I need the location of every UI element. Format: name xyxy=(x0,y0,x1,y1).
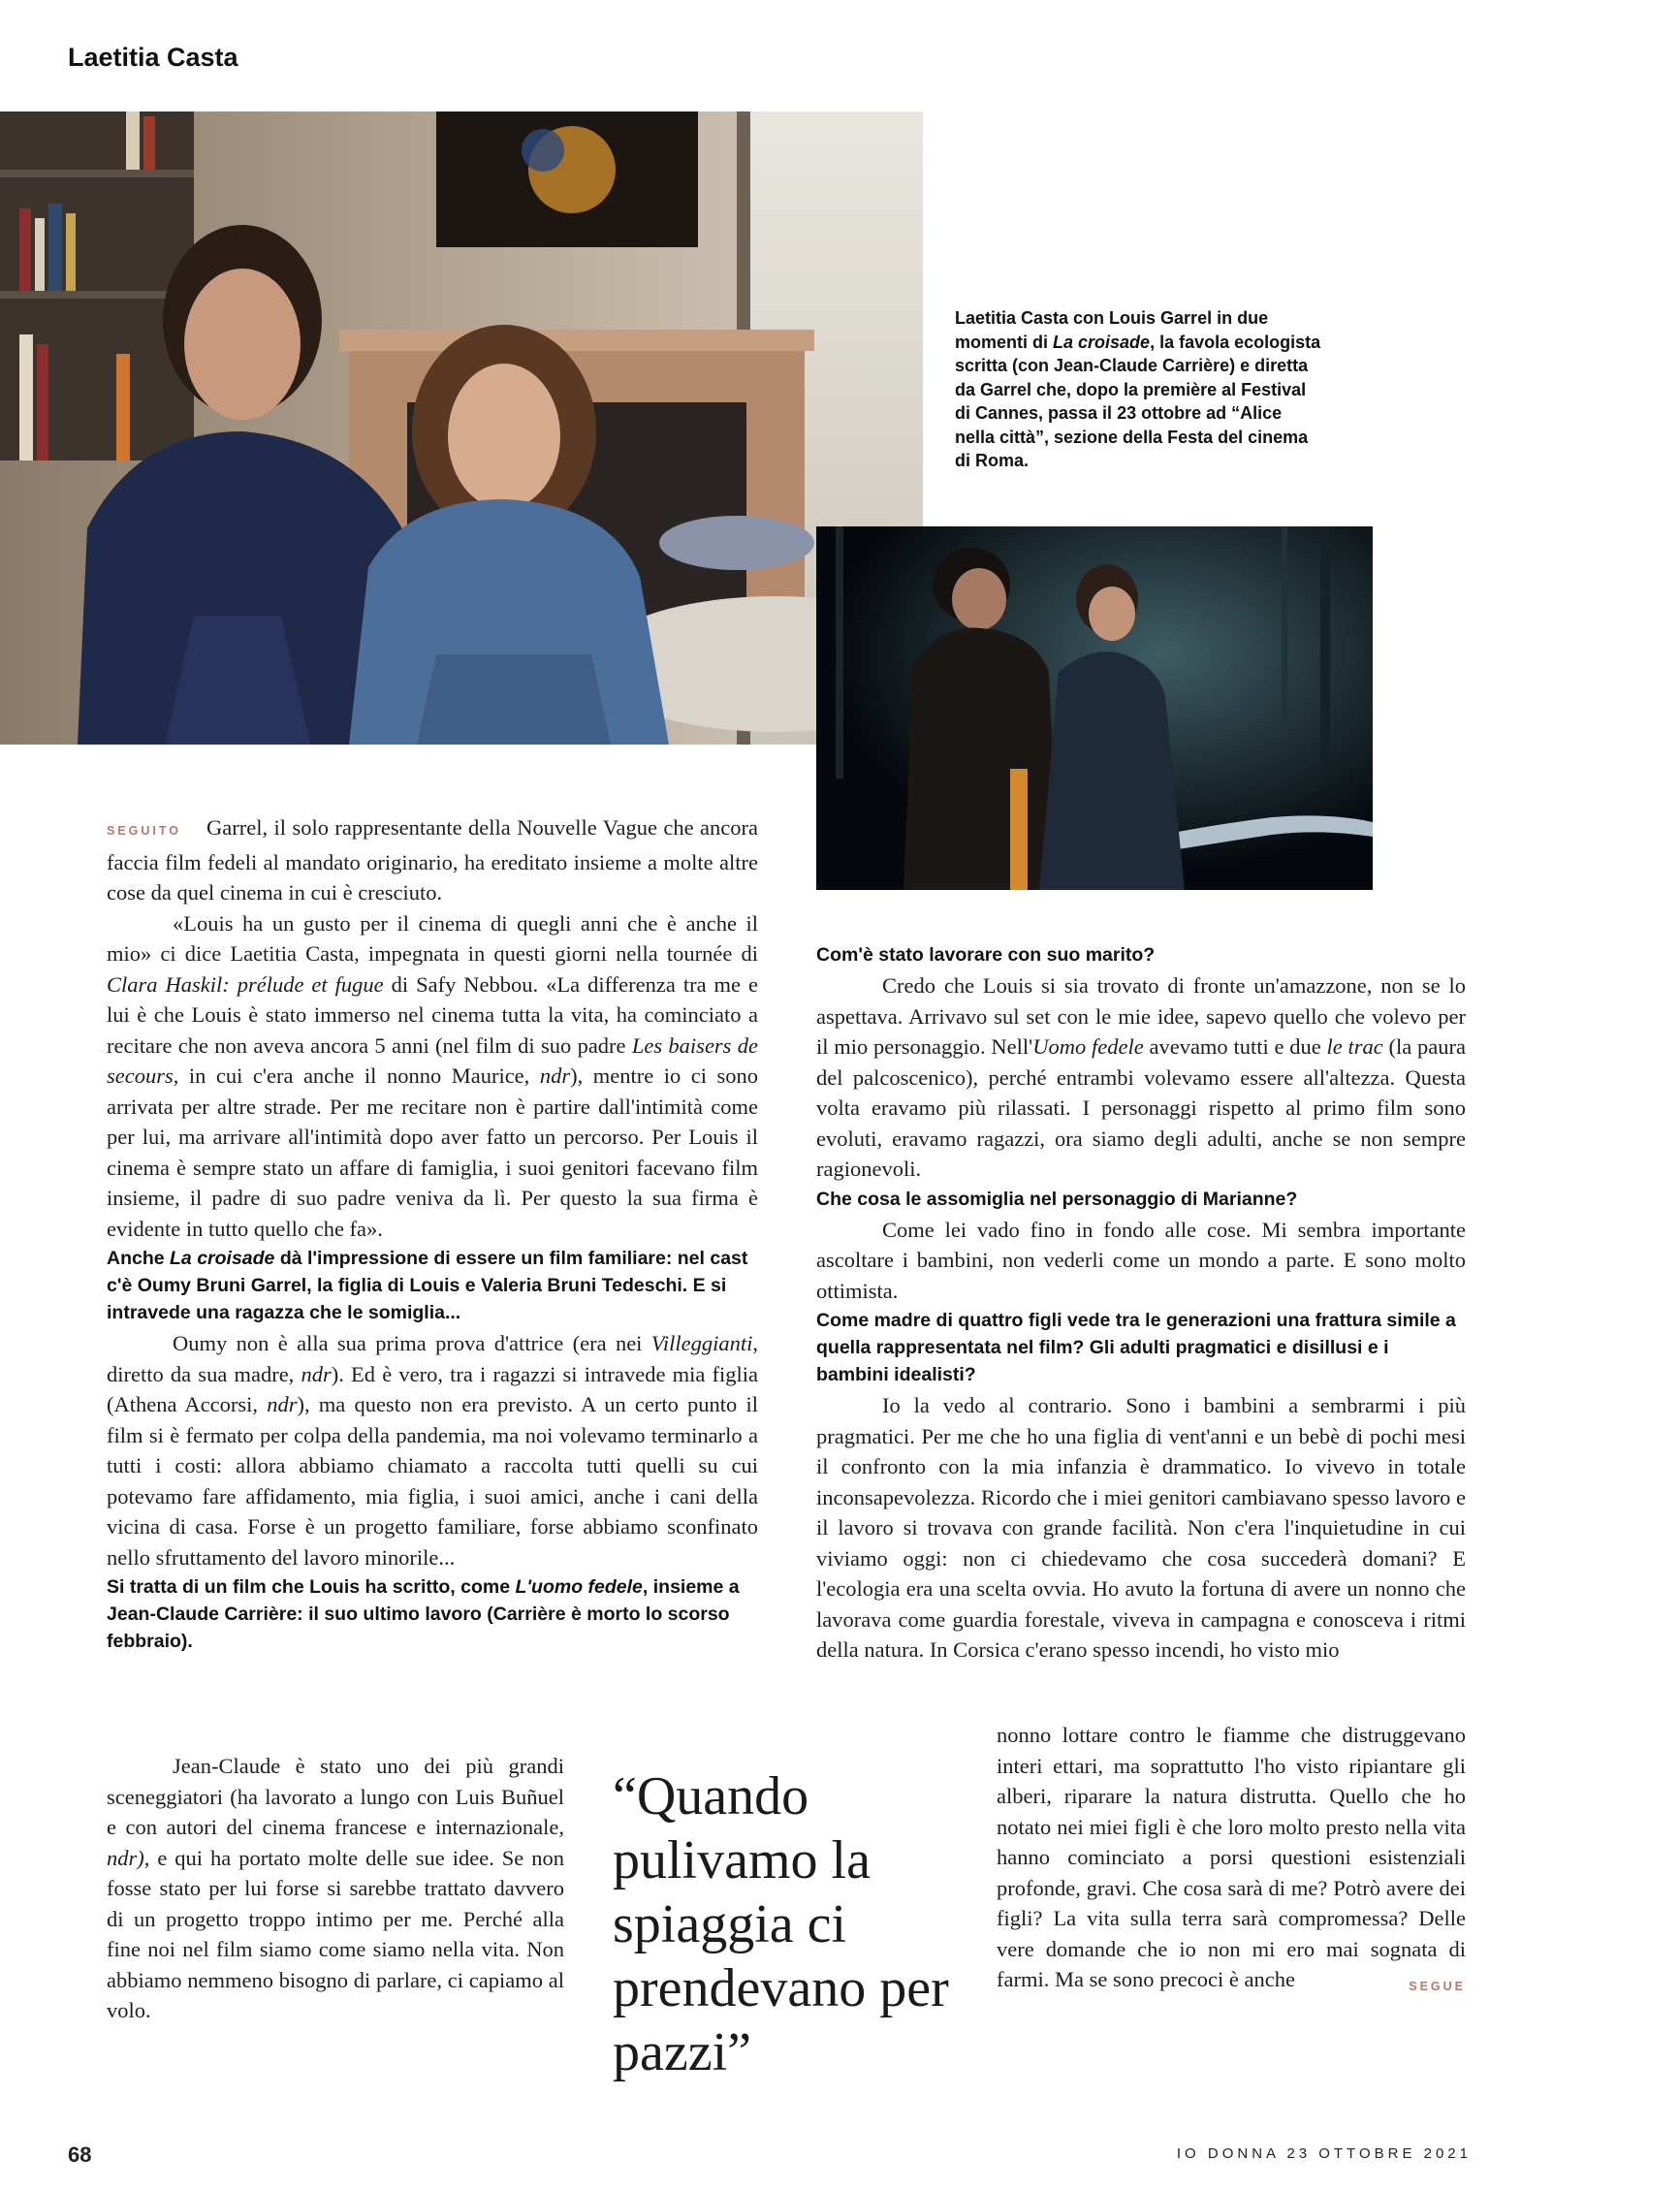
film-title: Uomo fedele xyxy=(1032,1034,1144,1059)
paragraph-text: ), ma questo non era previsto. A un certo punto il film si è fermato per colpa della pandemia, ma noi volevamo terminarlo a tutti i costi: allora abbiamo chiamato a raccolta tutti quelli su cui potevamo fare affidamento, mia figlia, i suoi amici, anche i cani della vicina di casa. Forse è un progetto familiare, forse abbiamo sconfinato nello sfruttamento del lavoro minorile... xyxy=(107,1392,758,1570)
film-title: L'uomo fedele xyxy=(515,1576,643,1598)
article-right-narrow-column xyxy=(997,1720,1466,2003)
article-paragraph xyxy=(816,970,1466,1185)
caption-text-b: , la favola ecologista scritta (con Jean-Claude Carrière) e diretta da Garrel che, dopo la première al Festival di Cannes, passa il 23 ottobre ad “Alice nella città”, sezione della Festa del cinema di Roma. xyxy=(955,332,1321,470)
question-text: Anche xyxy=(107,1248,171,1269)
page-number: 68 xyxy=(68,2143,92,2167)
paragraph-text: Garrel, il solo rappresentante della Nouvelle Vague che ancora faccia film fedeli al mandato originario, ha ereditato insieme a molte altre cose da quel cinema in cui è cresciuto. xyxy=(107,815,758,905)
publication-info: IO DONNA 23 OTTOBRE 2021 xyxy=(1176,2145,1472,2162)
article-paragraph xyxy=(107,908,758,1245)
film-title: Les baisers de secours xyxy=(107,1032,758,1088)
interview-question xyxy=(107,1245,758,1326)
photo-caption xyxy=(955,306,1323,473)
article-paragraph xyxy=(107,812,758,908)
film-title: La croisade xyxy=(170,1248,275,1269)
interview-question: Come madre di quattro figli vede tra le generazioni una frattura simile a quella rappresentata nel film? Gli adulti pragmatici e disillusi e i bambini idealisti? xyxy=(816,1310,1456,1385)
pull-quote: “Quando pulivamo la spiaggia ci prendevano per pazzi” xyxy=(613,1766,949,2082)
paragraph-text: Jean-Claude è stato uno dei più grandi sceneggiatori (ha lavorato a lungo con Luis Buñuel e con autori del cinema francese e internazionale, xyxy=(107,1754,564,1839)
paragraph-text: Oumy non è alla sua prima prova d'attrice (era nei xyxy=(173,1331,651,1355)
caption-text-a: Laetitia Casta con Louis Garrel in due momenti di xyxy=(955,308,1269,352)
question-text: Si tratta di un film che Louis ha scritto, come xyxy=(107,1576,516,1598)
question-text: dà l'impressione di essere un film familiare: nel cast c'è Oumy Bruni Garrel, la figlia di Louis e Valeria Bruni Tedeschi. E si intravede una ragazza che le somiglia... xyxy=(107,1248,748,1323)
italic-term: le trac xyxy=(1326,1034,1383,1059)
article-right-column xyxy=(816,940,1466,1666)
continued-label: SEGUITO xyxy=(107,824,182,838)
paragraph-text: , in cui c'era anche il nonno Maurice, xyxy=(173,1064,540,1088)
article-paragraph xyxy=(107,1751,564,2026)
paragraph-text: ), mentre io ci sono arrivata per altre strade. Per me recitare non è partire dall'intimità come per lui, ma arrivare all'intimità dopo aver fatto un percorso. Per Louis il cinema è sempre stato un affare di famiglia, i suoi genitori facevano film insieme, il padre di suo padre veniva da lì. Per questo la sua firma è evidente in tutto quello che fa». xyxy=(107,1064,758,1241)
paragraph-text: «Louis ha un gusto per il cinema di quegli anni che è anche il mio» ci dice Laetitia Casta, impegnata in questi giorni nella tournée di xyxy=(107,910,758,966)
article-left-column xyxy=(107,812,758,1657)
article-left-narrow-column xyxy=(107,1751,564,2026)
paragraph-text: di Safy Nebbou. «La differenza tra me e lui è che Louis è stato immerso nel cinema tutta la vita, ha cominciato a recitare che non aveva ancora 5 anni (nel film di suo padre xyxy=(107,971,758,1058)
editor-note: ndr xyxy=(267,1392,298,1416)
couple-photo-image xyxy=(0,111,923,745)
section-title: Laetitia Casta xyxy=(68,43,238,72)
paragraph-text: nonno lottare contro le fiamme che distruggevano interi ettari, ma soprattutto l'ho visto ripiantare gli alberi, riparare la natura distrutta. Quello che ho notato nei miei figli è che loro molto presto nella vita hanno cominciato a porsi questioni esistenziali profonde, gravi. Che cosa sarà di me? Potrò avere dei figli? La vita sulla terra sarà compromessa? Delle vere domande che io non mi ero mai sognata di farmi. Ma se sono precoci è anche xyxy=(997,1723,1466,1991)
editor-note: ndr xyxy=(539,1064,571,1088)
article-paragraph: Come lei vado fino in fondo alle cose. Mi sembra importante ascoltare i bambini, non vederli come un mondo a parte. E sono molto ottimista. xyxy=(816,1217,1466,1303)
editor-note: ndr xyxy=(301,1361,332,1386)
film-title: Clara Haskil: prélude et fugue xyxy=(107,971,384,997)
paragraph-text: (la paura del palcoscenico), perché entrambi volevamo essere all'altezza. Questa volta eravamo più rilassati. I personaggi rispetto al primo film sono evoluti, eravamo ragazzi, ora siamo degli adulti, anche se non sempre ragionevoli. xyxy=(816,1034,1467,1181)
continues-label: SEGUE xyxy=(1409,1980,1466,1993)
interview-question xyxy=(107,1573,758,1655)
paragraph-text: , e qui ha portato molte delle sue idee. Se non fosse stato per lui forse si sarebbe trattato davvero di un progetto troppo intimo per me. Perché alla fine noi nel film siamo come siamo nella vita. Non abbiamo nemmeno bisogno di parlare, ci capiamo al volo. xyxy=(107,1845,564,2022)
night-photo-image xyxy=(816,526,1373,890)
article-paragraph xyxy=(107,1328,758,1572)
paragraph-text: Credo che Louis si sia trovato di fronte un'amazzone, non se lo aspettava. Arrivavo sul set con le mie idee, sapevo quello che volevo per il mio personaggio. Nell' xyxy=(816,973,1466,1059)
caption-film-title: La croisade xyxy=(1053,332,1151,352)
article-paragraph: Io la vedo al contrario. Sono i bambini a sembrarmi i più pragmatici. Per me che ho una figlia di vent'anni e un bebè di pochi mesi il confronto con la mia infanzia è drammatico. Io vivevo in totale inconsapevolezza. Ricordo che i miei genitori cambiavano spesso lavoro e il lavoro si trovava con grande facilità. Non c'era l'inquietudine in cui viviamo oggi: non ci chiedevamo che cosa succederà domani? E l'ecologia era una scelta ovvia. Ho avuto la fortuna di avere un nonno che lavorava come guardia forestale, viveva in campagna e conosceva i ritmi della natura. In Corsica c'erano spesso incendi, ho visto mio xyxy=(816,1393,1466,1662)
paragraph-text: , diretto da sua madre, xyxy=(107,1331,758,1386)
main-photo xyxy=(0,111,923,745)
question-text: , insieme a Jean-Claude Carrière: il suo ultimo lavoro (Carrière è morto lo scorso febbraio). xyxy=(107,1576,740,1652)
paragraph-text: avevamo tutti e due xyxy=(1143,1034,1327,1059)
paragraph-text: ). Ed è vero, tra i ragazzi si intravede mia figlia (Athena Accorsi, xyxy=(107,1361,758,1416)
article-paragraph xyxy=(997,1720,1466,1995)
interview-question: Com'è stato lavorare con suo marito? xyxy=(816,944,1156,966)
night-scene-photo xyxy=(816,526,1373,890)
editor-note: ndr) xyxy=(107,1845,144,1870)
interview-question: Che cosa le assomiglia nel personaggio di Marianne? xyxy=(816,1188,1298,1210)
film-title: Villeggianti xyxy=(650,1331,753,1355)
